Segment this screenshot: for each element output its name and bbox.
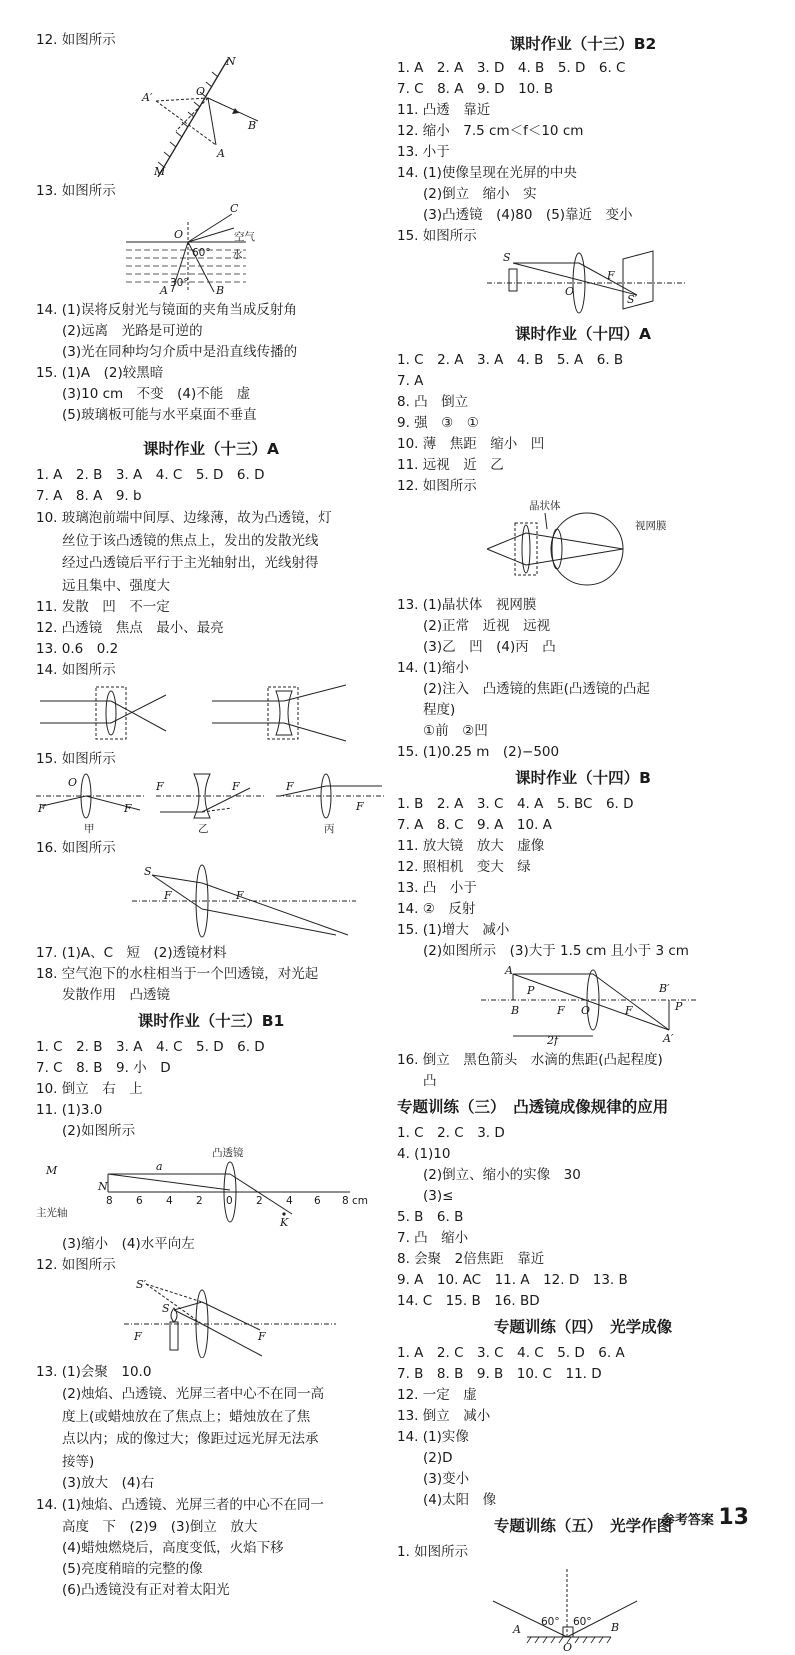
fig15-F6: F <box>356 800 364 813</box>
fig11-tick-6: 4 <box>286 1195 293 1207</box>
section-title-t3: 专题训练（三） 凸透镜成像规律的应用 <box>397 1098 669 1116</box>
s13b1-q14-3: (5)亮度稍暗的完整的像 <box>62 1560 203 1577</box>
f15-O: O <box>581 1004 591 1017</box>
page-number-label: 参考答案 <box>661 1513 714 1528</box>
q15-line-1: 15. (1)A (2)较黑暗 <box>36 365 164 381</box>
fig11-axis-label: 主光轴 <box>36 1207 68 1219</box>
b2f15-S-prime: S′ <box>627 293 638 306</box>
b2f15-O: O <box>565 285 575 298</box>
right-column <box>397 30 769 1655</box>
section-title-t5: 专题训练（五） 光学作图 <box>493 1517 673 1535</box>
st3-line-0: 1. C 2. C 3. D <box>397 1125 505 1141</box>
figure-eye <box>397 499 769 591</box>
f15-A: A <box>505 964 513 977</box>
label-O2: O <box>174 228 184 241</box>
label-C: C <box>230 204 239 215</box>
st3-line-6: 8. 会聚 2倍焦距 靠近 <box>397 1251 545 1267</box>
figure-plane-mirror <box>36 53 386 177</box>
fig11-tick-2: 4 <box>166 1195 173 1207</box>
s14a-line-4: 10. 薄 焦距 缩小 凹 <box>397 436 545 452</box>
f15-P: P <box>527 984 535 997</box>
s14a-tail-1: (2)正常 近视 远视 <box>423 618 551 634</box>
fig11-K: K <box>280 1216 289 1229</box>
fig11-tick-8: 8 cm <box>342 1195 369 1207</box>
fig12-S: S <box>162 1302 170 1315</box>
s13b1-q13-3: 点以内；成的像过大；像距过远光屏无法承 <box>62 1431 319 1447</box>
st3-line-1: 4. (1)10 <box>397 1146 451 1162</box>
s13b1-line-2: 10. 倒立 右 上 <box>36 1081 143 1097</box>
st4-line-4: 14. (1)实像 <box>397 1429 469 1445</box>
s13b1-after11: (3)缩小 (4)水平向左 <box>62 1236 195 1252</box>
st4-line-6: (3)变小 <box>423 1471 470 1487</box>
fig11-tick-5: 2 <box>256 1195 263 1207</box>
fig15-O: O <box>68 776 78 789</box>
q15-line-2: (3)10 cm 不变 (4)不能 虚 <box>62 386 251 402</box>
st4-line-3: 13. 倒立 减小 <box>397 1408 491 1424</box>
st3-line-4: 5. B 6. B <box>397 1209 464 1225</box>
s13a-line-6: 11. 发散 凹 不一定 <box>36 599 170 615</box>
s13b1-q14-2: (4)蜡烛燃烧后，高度变低，火焰下移 <box>62 1539 284 1556</box>
st4-line-0: 1. A 2. C 3. C 4. C 5. D 6. A <box>397 1345 625 1361</box>
s13b2-line-5: 14. (1)使像呈现在光屏的中央 <box>397 165 577 181</box>
eye-retina-label: 视网膜 <box>635 520 667 532</box>
s14a-line-0: 1. C 2. A 3. A 4. B 5. A 6. B <box>397 352 624 368</box>
s13b1-q14-4: (6)凸透镜没有正对着太阳光 <box>62 1581 230 1598</box>
fig15-jia: 甲 <box>84 823 95 834</box>
fig16-F1: F <box>164 889 172 902</box>
st4-line-1: 7. B 8. B 9. B 10. C 11. D <box>397 1366 602 1382</box>
s13a-q16: 16. 如图所示 <box>36 840 116 856</box>
s13b2-line-3: 12. 缩小 7.5 cm＜f＜10 cm <box>397 123 584 139</box>
fig12-F2: F <box>258 1330 266 1343</box>
s14b-line-7: (2)如图所示 (3)大于 1.5 cm 且小于 3 cm <box>423 943 689 959</box>
figure-16-lens <box>36 861 386 939</box>
t5-A: A <box>513 1623 521 1636</box>
s13a-tail-1: 18. 空气泡下的水柱相当于一个凹透镜，对光起 <box>36 966 319 982</box>
st4-line-2: 12. 一定 虚 <box>397 1387 477 1403</box>
section-title-13b2: 课时作业（十三）B2 <box>509 35 657 53</box>
section-title-13a: 课时作业（十三）A <box>143 440 279 458</box>
fig11-M: M <box>46 1164 58 1177</box>
s14a-tail-0: 13. (1)晶状体 视网膜 <box>397 597 537 613</box>
f15-B-prime: B′ <box>659 982 670 995</box>
fig15-F4: F <box>232 780 240 793</box>
fig11-tick-0: 8 <box>106 1195 113 1207</box>
f15-F2: F <box>625 1004 633 1017</box>
fig11-a: a <box>156 1160 163 1173</box>
fig16-F2: F <box>236 889 244 902</box>
page-number <box>662 1505 749 1530</box>
b2f15-F: F <box>607 269 615 282</box>
s13a-q15: 15. 如图所示 <box>36 751 116 767</box>
q14-line-1: 14. (1)误将反射光与镜面的夹角当成反射角 <box>36 302 297 318</box>
s13a-tail-2: 发散作用 凸透镜 <box>62 987 170 1003</box>
s14a-tail-6: ①前 ②凹 <box>423 723 488 739</box>
t5-60b: 60° <box>573 1616 592 1628</box>
s13b2-line-0: 1. A 2. A 3. D 4. B 5. D 6. C <box>397 60 626 76</box>
s14a-tail-5: 程度) <box>423 702 456 718</box>
fig11-tick-7: 6 <box>314 1195 321 1207</box>
left-column <box>36 30 386 1601</box>
fig12-S-prime: S′ <box>136 1278 147 1291</box>
s14a-tail-2: (3)乙 凹 (4)丙 凸 <box>423 639 556 655</box>
s13b1-q13-2: 度上(或蜡烛放在了焦点上；蜡烛放在了焦 <box>62 1408 311 1425</box>
figure-11-ruler <box>36 1144 386 1230</box>
s14b-tail-0: 16. 倒立 黑色箭头 水滴的焦距(凸起程度) <box>397 1052 663 1068</box>
label-60deg: 60° <box>192 247 211 259</box>
f15-2f: 2f <box>547 1034 559 1046</box>
fig15-F3: F <box>156 780 164 793</box>
fig15-F5: F <box>286 780 294 793</box>
s13a-tail-0: 17. (1)A、C 短 (2)透镜材料 <box>36 945 227 961</box>
section-title-t4: 专题训练（四） 光学成像 <box>493 1318 673 1336</box>
s14b-line-0: 1. B 2. A 3. C 4. A 5. BC 6. D <box>397 796 634 812</box>
q15-line-3: (5)玻璃板可能与水平桌面不垂直 <box>62 407 257 423</box>
b2f15-S: S <box>503 251 511 264</box>
s14b-tail-1: 凸 <box>423 1073 437 1089</box>
s14b-line-5: 14. ② 反射 <box>397 901 476 917</box>
s13b2-line-7: (3)凸透镜 (4)80 (5)靠近 变小 <box>423 207 633 223</box>
s13b1-q14-1: 高度 下 (2)9 (3)倒立 放大 <box>62 1518 258 1535</box>
s13b1-q13-0: 13. (1)会聚 10.0 <box>36 1364 152 1380</box>
st3-line-7: 9. A 10. AC 11. A 12. D 13. B <box>397 1272 628 1288</box>
q14-line-3: (3)光在同种均匀介质中是沿直线传播的 <box>62 344 298 360</box>
s13b1-line-0: 1. C 2. B 3. A 4. C 5. D 6. D <box>36 1039 265 1055</box>
s14a-line-5: 11. 远视 近 乙 <box>397 457 504 473</box>
label-A2: A <box>160 284 168 296</box>
s14b-line-2: 11. 放大镜 放大 虚像 <box>397 838 545 854</box>
s13b1-q12: 12. 如图所示 <box>36 1257 116 1273</box>
label-B: B <box>248 119 257 132</box>
fig15-F1: F <box>38 802 46 815</box>
st3-line-5: 7. 凸 缩小 <box>397 1230 469 1246</box>
label-O: O <box>196 85 206 98</box>
s13a-line-5: 远且集中、强度大 <box>62 577 170 594</box>
fig12-F1: F <box>134 1330 142 1343</box>
label-30deg: 30° <box>170 277 189 289</box>
figure-14-lenses <box>36 683 386 745</box>
section-title-14a: 课时作业（十四）A <box>515 325 651 343</box>
s14a-line-6: 12. 如图所示 <box>397 478 477 494</box>
s13b2-line-6: (2)倒立 缩小 实 <box>423 186 537 202</box>
s13a-line-9: 14. 如图所示 <box>36 662 116 678</box>
s13b2-line-4: 13. 小于 <box>397 144 450 160</box>
s13a-line-3: 丝位于该凸透镜的焦点上，发出的发散光线 <box>62 532 319 549</box>
figure-refraction <box>36 204 386 296</box>
s13b1-q14-0: 14. (1)烛焰、凸透镜、光屏三者的中心不在同一 <box>36 1497 324 1513</box>
fig11-N: N <box>98 1180 108 1193</box>
label-air: 空气 <box>234 231 255 243</box>
s13b1-q13-1: (2)烛焰、凸透镜、光屏三者中心不在同一高 <box>62 1386 325 1402</box>
section-title-13b1: 课时作业（十三）B1 <box>137 1012 285 1030</box>
s13b2-line-1: 7. C 8. A 9. D 10. B <box>397 81 554 97</box>
fig11-tick-1: 6 <box>136 1195 143 1207</box>
fig16-S: S <box>144 865 152 878</box>
t5-O: O <box>563 1641 573 1651</box>
s13a-line-0: 1. A 2. B 3. A 4. C 5. D 6. D <box>36 467 265 483</box>
s13a-line-8: 13. 0.6 0.2 <box>36 641 119 657</box>
figure-15-lenses <box>36 772 386 834</box>
figure-14b-15 <box>397 964 769 1046</box>
fig11-tick-4: 0 <box>226 1195 233 1207</box>
section-title-14b: 课时作业（十四）B <box>515 769 651 787</box>
f15-P2: P <box>675 1000 683 1013</box>
st3-line-8: 14. C 15. B 16. BD <box>397 1293 540 1309</box>
fig15-yi: 乙 <box>198 823 209 834</box>
fig15-bing: 丙 <box>324 823 335 834</box>
s13a-line-7: 12. 凸透镜 焦点 最小、最亮 <box>36 620 224 636</box>
s13b1-line-3: 11. (1)3.0 <box>36 1102 103 1118</box>
st5-line-0: 1. 如图所示 <box>397 1544 469 1560</box>
s14a-tail-4: (2)注入 凸透镜的焦距(凸透镜的凸起 <box>423 681 650 697</box>
q13-top: 13. 如图所示 <box>36 183 116 199</box>
figure-t5-1 <box>397 1565 769 1651</box>
f15-F1: F <box>557 1004 565 1017</box>
fig11-tick-3: 2 <box>196 1195 203 1207</box>
t5-B: B <box>611 1621 620 1634</box>
f15-A-prime: A′ <box>663 1032 674 1045</box>
s14b-line-6: 15. (1)增大 减小 <box>397 922 510 938</box>
s14a-tail-7: 15. (1)0.25 m (2)−500 <box>397 744 560 760</box>
s14b-line-3: 12. 照相机 变大 绿 <box>397 859 531 875</box>
s14b-line-1: 7. A 8. C 9. A 10. A <box>397 817 552 833</box>
label-M: M <box>154 165 166 177</box>
s13a-line-4: 经过凸透镜后平行于主光轴射出，光线射得 <box>62 555 319 571</box>
fig11-lens-label: 凸透镜 <box>212 1147 244 1159</box>
figure-b2-15 <box>397 249 769 315</box>
figure-12-candle <box>36 1278 386 1358</box>
t5-60a: 60° <box>541 1616 560 1628</box>
s13a-line-1: 7. A 8. A 9. b <box>36 488 142 504</box>
s14a-tail-3: 14. (1)缩小 <box>397 660 469 676</box>
f15-B: B <box>511 1004 520 1017</box>
s14a-line-2: 8. 凸 倒立 <box>397 394 469 410</box>
s13b2-line-2: 11. 凸透 靠近 <box>397 102 491 118</box>
fig15-F2: F <box>124 802 132 815</box>
st4-line-5: (2)D <box>423 1450 453 1466</box>
s13b1-line-4: (2)如图所示 <box>62 1123 136 1139</box>
st4-line-7: (4)太阳 像 <box>423 1492 497 1508</box>
s14a-line-1: 7. A <box>397 373 424 389</box>
label-B2: B <box>216 284 225 296</box>
page-number-value: 13 <box>718 1505 749 1530</box>
label-water: 水 <box>232 249 243 261</box>
st3-line-2: (2)倒立、缩小的实像 30 <box>423 1167 581 1183</box>
label-N: N <box>226 55 236 68</box>
s13b1-q13-4: 接等) <box>62 1453 95 1470</box>
s14b-line-4: 13. 凸 小于 <box>397 880 477 896</box>
st3-line-3: (3)≤ <box>423 1188 454 1204</box>
q12-top: 12. 如图所示 <box>36 32 116 48</box>
s13b1-line-1: 7. C 8. B 9. 小 D <box>36 1060 171 1076</box>
s13a-line-2: 10. 玻璃泡前端中间厚、边缘薄，故为凸透镜，灯 <box>36 510 332 526</box>
s13b1-q13-5: (3)放大 (4)右 <box>62 1475 155 1491</box>
label-A: A <box>217 147 225 160</box>
q14-line-2: (2)远离 光路是可逆的 <box>62 323 203 339</box>
s13b2-line-8: 15. 如图所示 <box>397 228 477 244</box>
label-A-prime: A′ <box>142 91 153 104</box>
eye-lens-label: 晶状体 <box>529 500 561 512</box>
s14a-line-3: 9. 强 ③ ① <box>397 415 479 431</box>
